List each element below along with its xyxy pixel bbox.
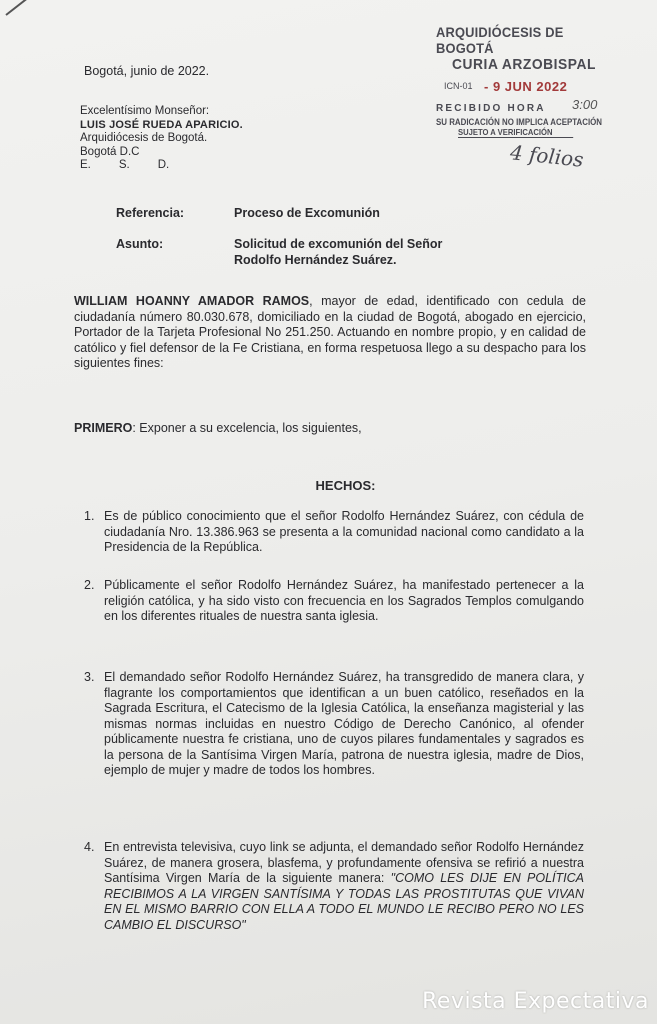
recipient-org: Arquidiócesis de Bogotá.	[80, 132, 208, 144]
pen-mark	[5, 0, 30, 16]
esd-line	[80, 159, 243, 173]
item-text: Es de público conocimiento que el señor Rodolfo Hernández Suárez, con cédula de ciudadanía Nro. 13.386.963 se presenta a la comunidad nacional como candidato a la Presidencia de la República.	[104, 509, 584, 554]
stamp-verification: SUJETO A VERIFICACIÓN	[458, 127, 573, 138]
reference-value: Proceso de Excomunión	[234, 206, 380, 220]
esd-d: D.	[157, 159, 170, 171]
stamp-time-handwritten: 3:00	[572, 97, 598, 112]
esd-e: E.	[80, 159, 91, 171]
salutation: Excelentísimo Monseñor:	[80, 105, 210, 117]
item-text: Públicamente el señor Rodolfo Hernández Suárez, ha manifestado pertenecer a la religión católica, y ha sido visto con frecuencia en los Sagrados Templos comulgando en los diferentes rituales de nuestra santa iglesia.	[104, 578, 584, 623]
item-quote: "COMO LES DIJE EN POLÍTICA RECIBIMOS A LA VIRGEN SANTÍSIMA Y TODAS LAS PROSTITUTAS QUE VIVAN EN EL MISMO BARRIO CON ELLA A TODO EL MUNDO LE RECIBO PERO NO LES CAMBIO EL DISCURSO"	[104, 871, 584, 932]
primero-paragraph	[74, 421, 586, 437]
stamp-recibido-label: RECIBIDO HORA	[436, 103, 546, 114]
list-item	[84, 509, 584, 556]
item-number: 1.	[84, 509, 95, 523]
list-item	[84, 670, 584, 779]
item-text: En entrevista televisiva, cuyo link se adjunta, el demandado señor Rodolfo Hernández Suárez, de manera grosera, blasfema, y profundamente ofensiva se refirió a nuestra Santísima Virgen María de la siguiente manera:	[104, 840, 584, 885]
item-number: 4.	[84, 840, 95, 854]
intro-paragraph	[74, 294, 586, 372]
stamp-disclaimer: SU RADICACIÓN NO IMPLICA ACEPTACIÓN	[436, 117, 603, 127]
stamp-curia: CURIA ARZOBISPAL	[452, 56, 597, 73]
item-number: 3.	[84, 670, 95, 684]
author-name: WILLIAM HOANNY AMADOR RAMOS	[74, 294, 310, 308]
subject-label: Asunto:	[116, 237, 164, 251]
primero-text: : Exponer a su excelencia, los siguientes,	[132, 421, 362, 435]
stamp-date: - 9 JUN 2022	[484, 79, 568, 94]
stamp-archdiocese: ARQUIDIÓCESIS DE BOGOTÁ	[436, 24, 564, 56]
esd-s: S.	[118, 159, 130, 171]
subject-value: Solicitud de excomunión del Señor Rodolfo Hernández Suárez.	[234, 237, 443, 267]
stamp-recibido	[436, 97, 626, 114]
stamp-code: ICN-01	[444, 81, 473, 91]
primero-label: PRIMERO	[74, 421, 133, 435]
reference-label: Referencia:	[116, 206, 185, 220]
watermark: Revista Expectativa	[422, 989, 649, 1014]
reception-stamp	[436, 24, 626, 138]
hechos-title: HECHOS:	[315, 478, 376, 493]
item-text: El demandado señor Rodolfo Hernández Suárez, ha transgredido de manera clara, y flagrante los comportamientos que identifican a un buen católico, reseñados en la Sagrada Escritura, el Catecismo de la Iglesia Católica, la enseñanza magisterial y las mismas normas incluidas en nuestro Código de Derecho Canónico, al ofender públicamente nuestra fe cristiana, uno de cuyos pilares fundamentales y sagrados es la persona de la Santísima Virgen María, patrona de nuestra iglesia, madre de Dios, ejemplo de mujer y madre de todos los hombres.	[104, 670, 584, 777]
recipient-city: Bogotá D.C	[80, 145, 140, 158]
recipient-block	[80, 105, 243, 173]
hechos-heading	[0, 478, 657, 493]
item-number: 2.	[84, 578, 95, 592]
item-body	[104, 840, 584, 933]
list-item	[84, 840, 584, 933]
recipient-name: LUIS JOSÉ RUEDA APARICIO.	[80, 118, 243, 131]
place-date: Bogotá, junio de 2022.	[84, 64, 210, 78]
handwritten-folios-note: 4 folios	[508, 140, 585, 172]
intro-text: , mayor de edad, identificado con cedula de ciudadanía número 80.030.678, domiciliado en la ciudad de Bogotá, abogado en ejercicio, Portador de la Tarjeta Profesional No 251.250. Actuando en nombre propio, y en calidad de católico y fiel defensor de la Fe Cristiana, en forma respetuosa llego a su despacho para los siguientes fines:	[74, 294, 587, 370]
list-item	[84, 578, 584, 625]
